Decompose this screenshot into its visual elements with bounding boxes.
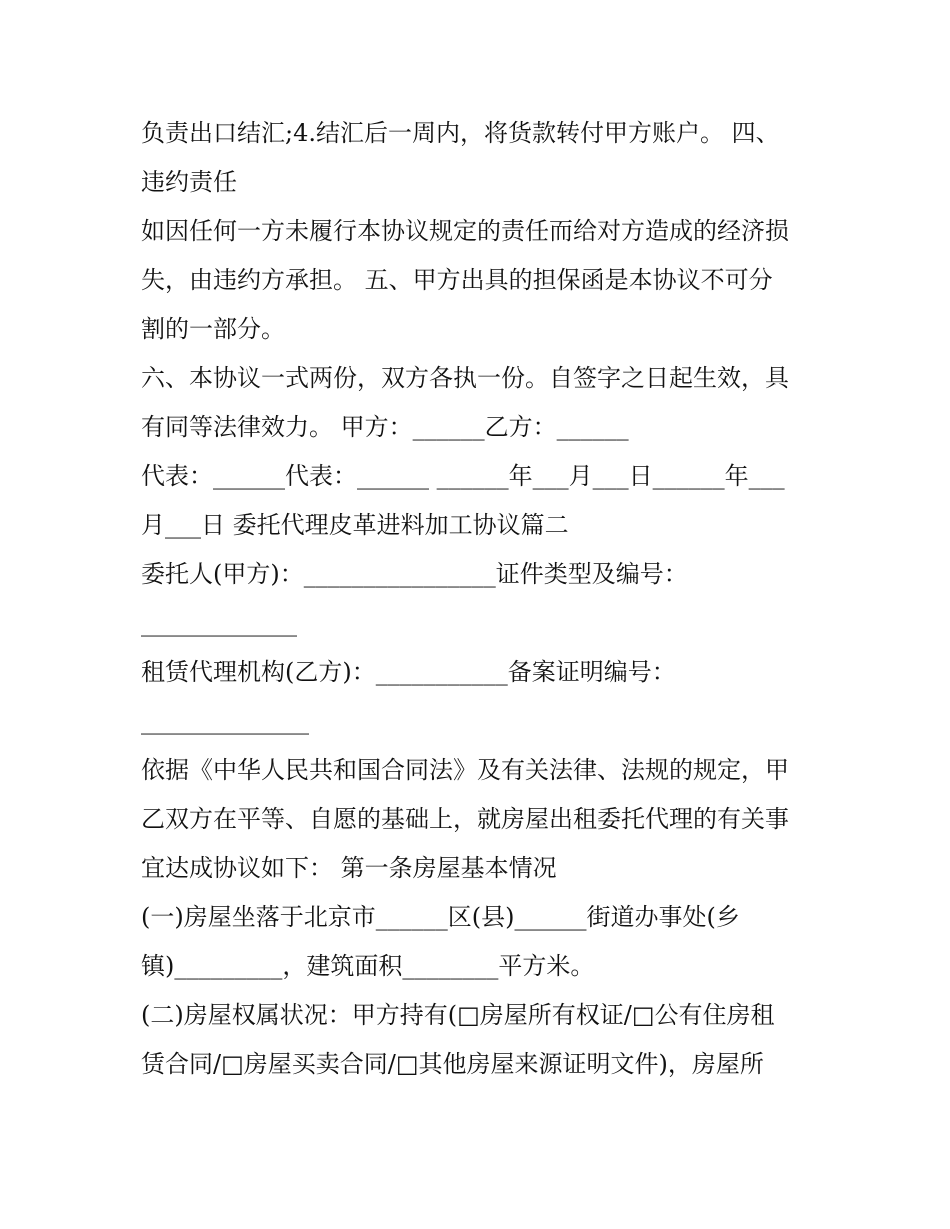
document-line: 如因任何一方未履行本协议规定的责任而给对方造成的经济损 bbox=[141, 217, 789, 245]
document-line: (二)房屋权属状况：甲方持有(□房屋所有权证/□公有住房租 bbox=[141, 1001, 775, 1029]
document-line: 宜达成协议如下： 第一条房屋基本情况 bbox=[141, 854, 557, 882]
document-line: _____________ bbox=[141, 609, 297, 637]
document-line: 代表：______代表：______ ______年___月___日______年___ bbox=[141, 462, 785, 490]
document-line: ______________ bbox=[141, 707, 309, 735]
document-line: 违约责任 bbox=[141, 168, 237, 196]
document-line: 月___日 委托代理皮革进料加工协议篇二 bbox=[141, 511, 569, 539]
document-line: 依据《中华人民共和国合同法》及有关法律、法规的规定，甲 bbox=[141, 756, 789, 784]
document-line: 割的一部分。 bbox=[141, 315, 285, 343]
document-line: 乙双方在平等、自愿的基础上，就房屋出租委托代理的有关事 bbox=[141, 805, 789, 833]
document-line: 有同等法律效力。 甲方：______乙方：______ bbox=[141, 413, 629, 441]
document-line: 租赁代理机构(乙方)：___________备案证明编号： bbox=[141, 658, 676, 686]
document-line: 失，由违约方承担。 五、甲方出具的担保函是本协议不可分 bbox=[141, 266, 773, 294]
document-line: (一)房屋坐落于北京市______区(县)______街道办事处(乡 bbox=[141, 903, 740, 931]
document-line: 镇)_________，建筑面积________平方米。 bbox=[141, 952, 595, 980]
document-line: 负责出口结汇;4.结汇后一周内，将货款转付甲方账户。 四、 bbox=[141, 119, 780, 147]
document-line: 委托人(甲方)：________________证件类型及编号： bbox=[141, 560, 688, 588]
document-line: 六、本协议一式两份，双方各执一份。自签字之日起生效，具 bbox=[141, 364, 789, 392]
document-line: 赁合同/□房屋买卖合同/□其他房屋来源证明文件)，房屋所 bbox=[141, 1050, 764, 1078]
document-body bbox=[141, 109, 821, 1089]
